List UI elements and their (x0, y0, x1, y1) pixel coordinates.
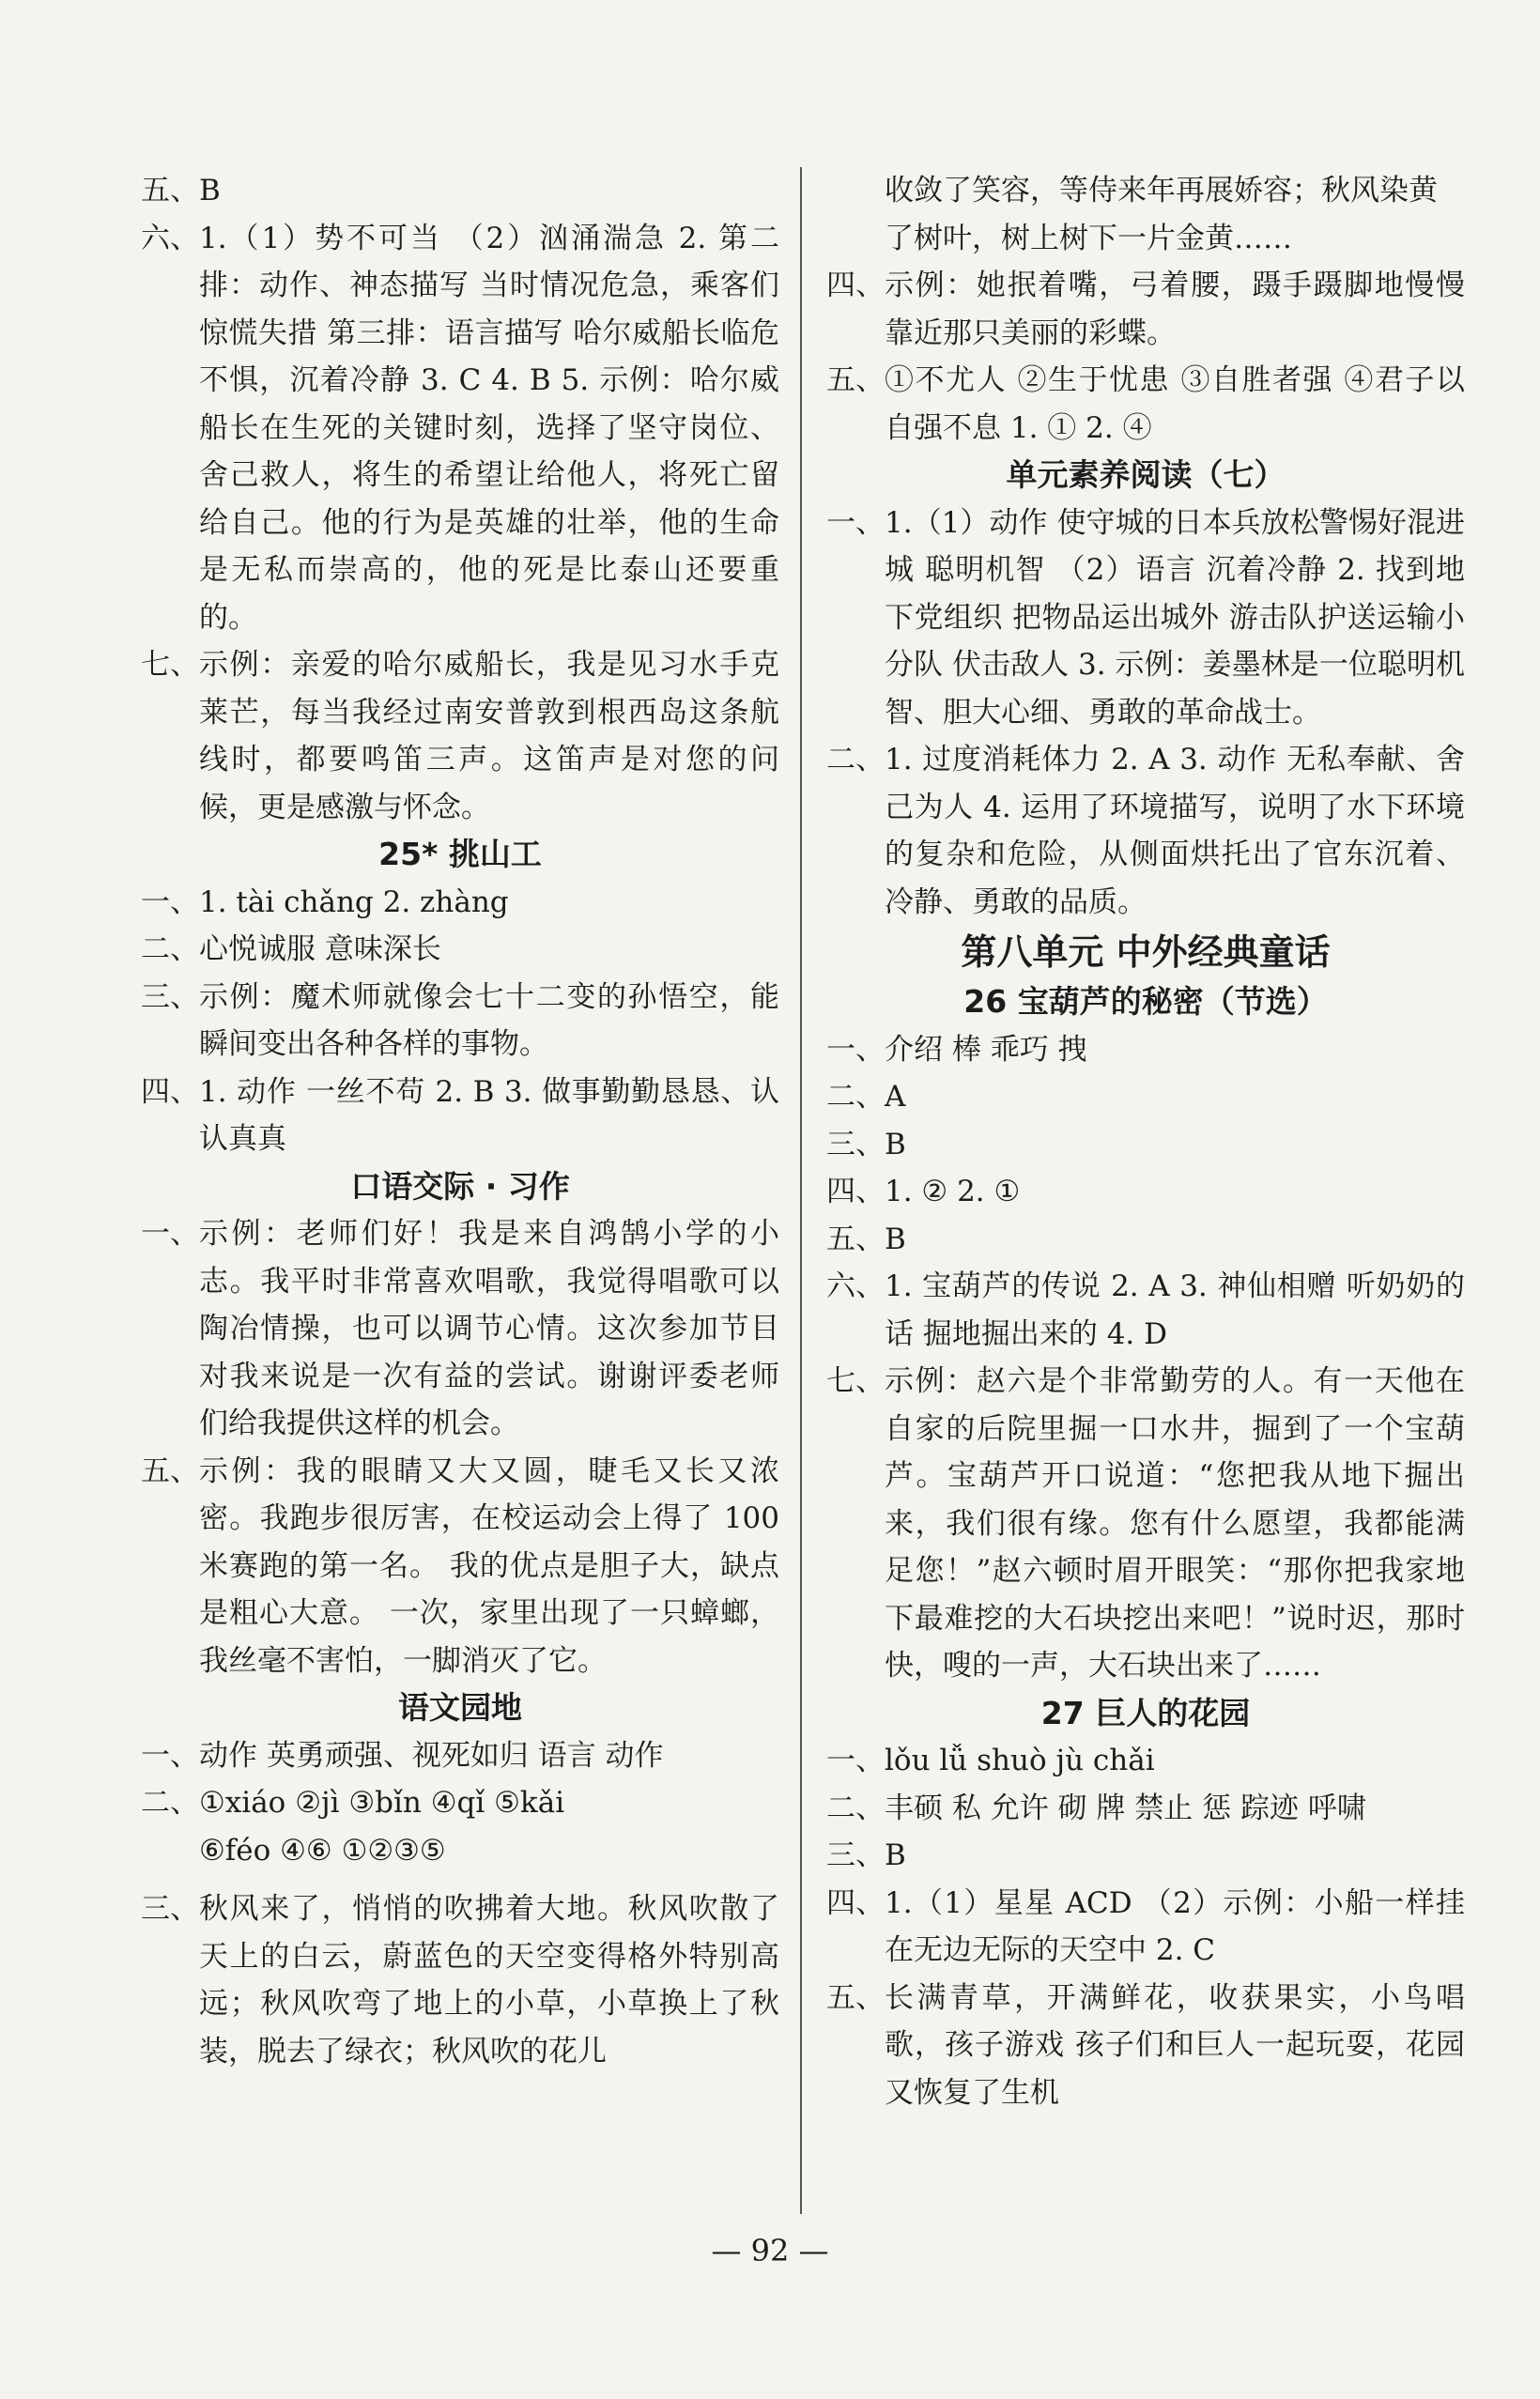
answer-item (826, 357, 1465, 452)
answer-label: 三、 (826, 1127, 885, 1161)
answer-item (141, 974, 779, 1069)
answer-label: 五、 (826, 1222, 885, 1256)
answer-label: 二、 (826, 1791, 885, 1825)
answer-item (826, 1263, 1465, 1358)
answer-label: 一、 (826, 505, 885, 540)
answer-label: 二、 (141, 1786, 199, 1820)
answer-text: 1. 过度消耗体力 2. A 3. 动作 无私奉献、舍己为人 4. 运用了环境描写，说明了水下环境的复杂和危险，从侧面烘托出了官东沉着、冷静、勇敢的品质。 (885, 743, 1465, 919)
column-divider (800, 167, 802, 2214)
answer-item (826, 1073, 1465, 1121)
answer-text: A (885, 1080, 906, 1114)
right-column (826, 167, 1465, 2116)
answer-label: 五、 (826, 1980, 885, 2015)
answer-label: 七、 (141, 648, 199, 682)
answer-label: 七、 (826, 1364, 885, 1398)
answer-text: 示例：赵六是个非常勤劳的人。有一天他在自家的后院里掘一口水井，掘到了一个宝葫芦。宝葫芦开口说道：“您把我从地下掘出来，我们很有缘。您有什么愿望，我都能满足您！”赵六顿时眉开眼笑：“那你把我家地下最难挖的大石块挖出来吧！”说时迟，那时快，嗖的一声，大石块出来了…… (885, 1364, 1465, 1683)
answer-item (141, 1210, 779, 1448)
answer-item (826, 1975, 1465, 2117)
answer-text: B (199, 174, 221, 208)
answer-item (826, 1737, 1465, 1785)
answer-item (141, 1779, 779, 1827)
answer-label: 四、 (826, 269, 885, 302)
section-heading: 27 巨人的花园 (1040, 1694, 1251, 1731)
answer-item (826, 262, 1465, 357)
answer-text: B (885, 1838, 906, 1872)
answer-item (826, 1216, 1465, 1264)
section-heading: 口语交际 · 习作 (350, 1167, 570, 1205)
answer-continuation: 收敛了笑容，等侍来年再展娇容；秋风染黄了树叶，树上树下一片金黄…… (885, 174, 1438, 255)
answer-item (141, 926, 779, 974)
answer-label: 一、 (826, 1744, 885, 1777)
answer-text: 1. 宝葫芦的传说 2. A 3. 神仙相赠 听奶奶的话 掘地掘出来的 4. D (885, 1269, 1465, 1351)
answer-label: 四、 (141, 1074, 199, 1109)
answer-text: 1. ② 2. ① (885, 1175, 1021, 1208)
answer-label: 三、 (141, 1892, 199, 1926)
page-number: — 92 — (711, 2233, 829, 2268)
answer-item (826, 500, 1465, 737)
answer-item (826, 1026, 1465, 1074)
answer-text: 示例：魔术师就像会七十二变的孙悟空，能瞬间变出各种各样的事物。 (199, 979, 779, 1061)
answer-item (141, 1732, 779, 1780)
answer-label: 二、 (141, 932, 199, 966)
section-heading: 26 宝葫芦的秘密（节选） (963, 983, 1328, 1020)
answer-item (141, 167, 779, 215)
answer-label: 四、 (826, 1885, 885, 1920)
answer-item (826, 1121, 1465, 1169)
answer-label: 一、 (826, 1032, 885, 1067)
answer-label: 一、 (141, 1738, 199, 1773)
answer-item (141, 1069, 779, 1163)
answer-text: ①xiáo ②jì ③bǐn ④qǐ ⑤kǎi (199, 1786, 565, 1820)
answer-label: 一、 (141, 1217, 199, 1251)
answer-label: 六、 (141, 221, 199, 255)
answer-text: B (885, 1127, 906, 1161)
answer-text: 介绍 棒 乖巧 拽 (885, 1032, 1087, 1067)
answer-item (826, 1880, 1465, 1975)
answer-text: 示例：亲爱的哈尔威船长，我是见习水手克莱芒，每当我经过南安普敦到根西岛这条航线时，都要鸣笛三声。这笛声是对您的问候，更是感激与怀念。 (199, 648, 779, 824)
section-heading: 单元素养阅读（七） (1006, 456, 1286, 493)
answer-label: 六、 (826, 1269, 885, 1303)
left-column (141, 167, 779, 2075)
unit-title: 第八单元 中外经典童话 (961, 931, 1331, 973)
answer-text: ①不尤人 ②生于忧患 ③自胜者强 ④君子以自强不息 1. ① 2. ④ (885, 363, 1465, 445)
answer-text: 1. 动作 一丝不苟 2. B 3. 做事勤勤恳恳、认认真真 (199, 1074, 779, 1156)
answer-text: 心悦诚服 意味深长 (199, 932, 441, 966)
answer-text: 1. tài chǎng 2. zhàng (199, 884, 509, 919)
answer-label: 四、 (826, 1175, 885, 1208)
answer-text: lǒu lǚ shuò jù chǎi (885, 1744, 1155, 1777)
section-heading: 25* 挑山工 (378, 836, 542, 872)
answer-label: 五、 (141, 1453, 199, 1488)
answer-item (141, 1885, 779, 2075)
answer-text: 示例：她抿着嘴，弓着腰，蹑手蹑脚地慢慢靠近那只美丽的彩蝶。 (885, 269, 1465, 350)
answer-label: 一、 (141, 884, 199, 919)
answer-text: 动作 英勇顽强、视死如归 语言 动作 (199, 1738, 664, 1773)
answer-label: 三、 (141, 979, 199, 1014)
answer-item (826, 1168, 1465, 1216)
answer-item (141, 879, 779, 927)
answer-continuation: ⑥féo ④⑥ ①②③⑤ (199, 1833, 446, 1868)
answer-label: 二、 (826, 743, 885, 777)
answer-item (141, 641, 779, 831)
answer-label: 二、 (826, 1080, 885, 1114)
answer-item (826, 1832, 1465, 1880)
answer-label: 五、 (826, 363, 885, 397)
section-heading: 语文园地 (398, 1689, 522, 1726)
answer-text: 1.（1）动作 使守城的日本兵放松警惕好混进城 聪明机智 （2）语言 沉着冷静 2. 找到地下党组织 把物品运出城外 游击队护送运输小分队 伏击敌人 3. 示例：姜墨林是一位聪明机智、胆大心细、勇敢的革命战士。 (885, 505, 1465, 730)
answer-item (826, 736, 1465, 926)
answer-item (826, 1358, 1465, 1690)
answer-text: 1.（1）势不可当 （2）汹涌湍急 2. 第二排：动作、神态描写 当时情况危急，乘客们惊慌失措 第三排：语言描写 哈尔威船长临危不惧，沉着冷静 3. C 4. B 5. 示例：哈尔威船长在生死的关键时刻，选择了坚守岗位、舍己救人，将生的希望让给他人，将死亡留给自己。他的行为是英雄的壮举，他的生命是无私而崇高的，他的死是比泰山还要重的。 (199, 221, 779, 635)
answer-item (141, 1448, 779, 1685)
annotation-spacer (141, 1874, 779, 1885)
answer-text: 秋风来了，悄悄的吹拂着大地。秋风吹散了天上的白云，蔚蓝色的天空变得格外特别高远；秋风吹弯了地上的小草，小草换上了秋装，脱去了绿衣；秋风吹的花儿 (199, 1892, 779, 2068)
answer-label: 五、 (141, 174, 199, 208)
answer-label: 三、 (826, 1838, 885, 1872)
answer-text: 示例：老师们好！我是来自鸿鹄小学的小志。我平时非常喜欢唱歌，我觉得唱歌可以陶冶情操，也可以调节心情。这次参加节目对我来说是一次有益的尝试。谢谢评委老师们给我提供这样的机会。 (199, 1217, 779, 1440)
answer-text: 1.（1）星星 ACD （2）示例：小船一样挂在无边无际的天空中 2. C (885, 1885, 1465, 1967)
answer-item (826, 1785, 1465, 1833)
answer-text: 丰硕 私 允许 砌 牌 禁止 惩 踪迹 呼啸 (885, 1791, 1366, 1825)
answer-text: B (885, 1222, 906, 1256)
answer-item (141, 215, 779, 642)
answer-text: 示例：我的眼睛又大又圆，睫毛又长又浓密。我跑步很厉害，在校运动会上得了 100 米赛跑的第一名。 我的优点是胆子大，缺点是粗心大意。 一次，家里出现了一只蟑螂，我丝毫不害怕，一脚消灭了它。 (199, 1453, 779, 1678)
answer-text: 长满青草，开满鲜花，收获果实，小鸟唱歌，孩子游戏 孩子们和巨人一起玩耍，花园又恢复了生机 (885, 1980, 1465, 2110)
